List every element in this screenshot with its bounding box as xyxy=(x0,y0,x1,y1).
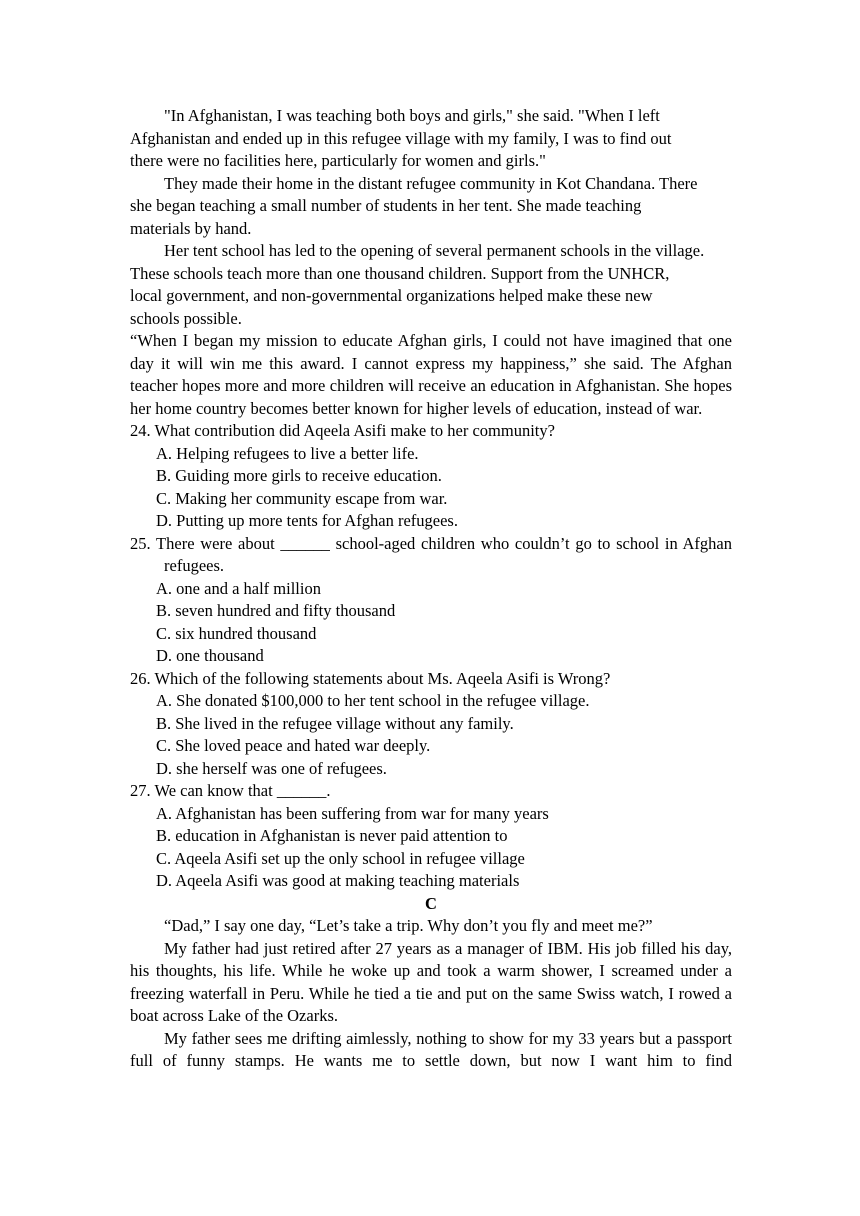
passage-b-paragraph-1 xyxy=(130,105,732,173)
text-line: local government, and non-governmental organizations helped make these new xyxy=(130,286,653,305)
question-24 xyxy=(130,420,732,533)
section-heading-c: C xyxy=(425,893,437,913)
question-26 xyxy=(130,668,732,781)
answer-option: A. Helping refugees to live a better life. xyxy=(156,443,419,463)
question-stem: 25. There were about ______ school-aged children who couldn’t go to school in Afghan refugees. xyxy=(130,533,732,575)
answer-option: B. education in Afghanistan is never paid attention to xyxy=(156,826,508,845)
answer-option: B. seven hundred and fifty thousand xyxy=(156,601,396,620)
text-line: Afghanistan and ended up in this refugee village with my family, I was to find out xyxy=(130,128,672,148)
question-stem: 27. We can know that ______. xyxy=(130,781,331,800)
answer-option: A. Afghanistan has been suffering from war for many years xyxy=(156,803,549,823)
answer-option: D. one thousand xyxy=(156,646,264,665)
answer-option: D. Aqeela Asifi was good at making teaching materials xyxy=(156,871,520,890)
text-line: Her tent school has led to the opening of several permanent schools in the village. xyxy=(164,241,705,260)
question-25 xyxy=(130,533,732,668)
passage-b-paragraph-2 xyxy=(130,173,732,241)
text-line: schools possible. xyxy=(130,308,242,328)
passage-b-final-paragraph: “When I began my mission to educate Afghan girls, I could not have imagined that one day it will win me this award. I cannot express my happiness,” she said. The Afghan teacher hopes more and more children will receive an education in Afghanistan. She hopes her home country becomes better known for higher levels of education, instead of war. xyxy=(130,331,732,418)
question-stem: 26. Which of the following statements about Ms. Aqeela Asifi is Wrong? xyxy=(130,668,611,688)
text-line: They made their home in the distant refugee community in Kot Chandana. There xyxy=(164,173,698,193)
passage-c-paragraph-3: My father sees me drifting aimlessly, nothing to show for my 33 years but a passport full of funny stamps. He wants me to settle down, but now I want him to find xyxy=(130,1028,732,1070)
passage-c-paragraph-2: My father had just retired after 27 years as a manager of IBM. His job filled his day, his thoughts, his life. While he woke up and took a warm shower, I screamed under a freezing waterfall in Peru. While he tied a tie and put on the same Swiss watch, I rowed a boat across Lake of the Ozarks. xyxy=(130,938,732,1025)
text-line: she began teaching a small number of students in her tent. She made teaching xyxy=(130,196,642,215)
answer-option: D. Putting up more tents for Afghan refugees. xyxy=(156,511,458,530)
text-line: there were no facilities here, particularly for women and girls." xyxy=(130,151,546,170)
answer-option: C. Aqeela Asifi set up the only school in refugee village xyxy=(156,848,525,868)
question-27 xyxy=(130,780,732,893)
passage-b-paragraph-3 xyxy=(130,240,732,330)
question-stem: 24. What contribution did Aqeela Asifi make to her community? xyxy=(130,421,555,440)
answer-option: A. She donated $100,000 to her tent school in the refugee village. xyxy=(156,691,590,710)
text-line: These schools teach more than one thousand children. Support from the UNHCR, xyxy=(130,263,670,283)
answer-option: B. Guiding more girls to receive education. xyxy=(156,466,442,485)
answer-option: C. six hundred thousand xyxy=(156,623,317,643)
answer-option: C. She loved peace and hated war deeply. xyxy=(156,736,431,755)
text-line: materials by hand. xyxy=(130,218,252,238)
answer-option: C. Making her community escape from war. xyxy=(156,488,448,508)
text-line: "In Afghanistan, I was teaching both boys and girls," she said. "When I left xyxy=(164,106,660,125)
answer-option: B. She lived in the refugee village without any family. xyxy=(156,713,514,733)
document-body xyxy=(130,105,732,1073)
passage-c-paragraph-1: “Dad,” I say one day, “Let’s take a trip. Why don’t you fly and meet me?” xyxy=(164,916,653,935)
answer-option: D. she herself was one of refugees. xyxy=(156,758,387,778)
answer-option: A. one and a half million xyxy=(156,578,321,598)
